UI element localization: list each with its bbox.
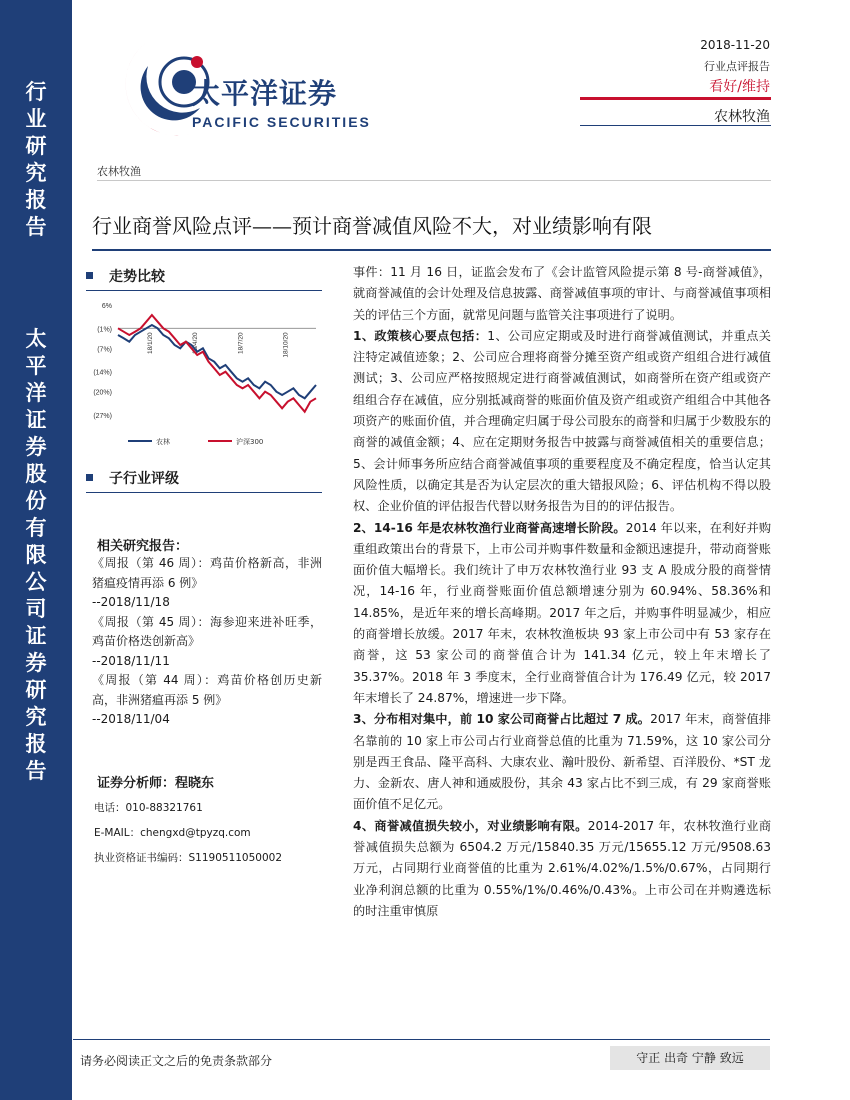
chart-series-line — [118, 315, 316, 412]
sidebar-company-glyph: 告 — [25, 758, 47, 783]
sidebar-company-glyph: 有 — [25, 515, 47, 540]
sidebar-company-glyph: 份 — [25, 488, 47, 513]
body-paragraph — [353, 326, 771, 518]
sidebar-category-glyph: 究 — [25, 160, 47, 185]
trend-chart — [86, 295, 322, 455]
report-date: 2018-11-20 — [700, 38, 770, 52]
related-report-item[interactable]: 《周报（第 44 周）：鸡苗价格创历史新高，非洲猪瘟再添 5 例》 — [92, 673, 322, 707]
chart-ytick-label: (1%) — [97, 326, 112, 334]
sidebar-company-glyph: 究 — [25, 704, 47, 729]
analyst-name: 证券分析师：程晓东 — [97, 776, 215, 791]
logo-name-cn: 太平洋证券 — [192, 77, 338, 110]
sidebar-category-glyph: 报 — [25, 187, 47, 212]
sidebar-company-glyph: 券 — [25, 434, 47, 459]
sidebar-company-glyph: 证 — [25, 623, 47, 648]
header-thin-rule — [580, 125, 771, 126]
breadcrumb-divider — [97, 180, 771, 181]
sidebar-company-glyph: 股 — [25, 461, 47, 486]
title-divider — [92, 249, 771, 251]
sidebar-company-glyph: 平 — [25, 353, 47, 378]
trend-chart-svg — [86, 295, 322, 455]
sidebar-category-glyph: 业 — [25, 106, 47, 131]
body-point-heading: 3、分布相对集中，前 10 家公司商誉占比超过 7 成。 — [353, 712, 651, 727]
section-subrating-rule — [86, 492, 322, 493]
bullet-square-icon — [86, 272, 93, 279]
analyst-phone: 电话：010-88321761 — [94, 802, 203, 814]
chart-xtick-label: 18/7/20 — [237, 332, 245, 355]
sidebar-company-glyph: 洋 — [25, 380, 47, 405]
section-trend-heading — [86, 266, 165, 286]
sidebar-company-glyph: 限 — [25, 542, 47, 567]
body-point-heading: 2、14-16 年是农林牧渔行业商誉高速增长阶段。 — [353, 520, 626, 535]
body-paragraph — [353, 709, 771, 815]
body-point-text: 2014-2017 年，农林牧渔行业商誉减值损失总额为 6504.2 万元/15840.35 万元/15655.12 万元/9508.63 万元，占同期行业商誉值的比重为 2.61%/4.02%/1.5%/0.67%，占同期行业净利润总额的比重为 0.55%/1%/0.46%/0.43%。上市公司在并购遴选标的时注重审慎原 — [353, 818, 772, 918]
related-report-date: --2018/11/11 — [92, 653, 170, 668]
sidebar-company-glyph: 报 — [25, 731, 47, 756]
chart-legend-label: 沪深300 — [236, 438, 264, 446]
section-trend-rule — [86, 290, 322, 291]
chart-legend-label: 农林 — [156, 438, 170, 446]
footer-divider — [73, 1039, 770, 1040]
chart-xtick-label: 18/1/20 — [146, 332, 154, 355]
related-report-date: --2018/11/18 — [92, 595, 170, 609]
chart-ytick-label: (7%) — [97, 346, 112, 354]
chart-ytick-label: 6% — [101, 303, 112, 310]
related-reports-title: 相关研究报告： — [97, 539, 189, 554]
related-reports-list — [92, 554, 322, 730]
sidebar-category-glyph: 研 — [25, 133, 47, 158]
body-paragraph — [353, 816, 771, 922]
company-logo — [92, 20, 382, 140]
sidebar-category-glyph: 告 — [25, 214, 47, 239]
report-body — [353, 262, 771, 922]
breadcrumb: 农林牧渔 — [97, 165, 141, 178]
sidebar-category-glyph: 行 — [25, 79, 47, 104]
section-trend-label: 走势比较 — [109, 269, 165, 285]
industry-name: 农林牧渔 — [714, 109, 770, 125]
header-red-rule — [580, 97, 771, 100]
related-report-item[interactable]: 《周报（第 46 周）：鸡苗价格新高，非洲猪瘟疫情再添 6 例》 — [92, 556, 322, 590]
analyst-license: 执业资格证书编码：S1190511050002 — [94, 852, 283, 864]
footer-motto: 守正 出奇 宁静 致远 — [610, 1046, 770, 1070]
sidebar-company-glyph: 证 — [25, 407, 47, 432]
body-point-text: 2017 年末，商誉值排名靠前的 10 家上市公司占行业商誉总值的比重为 71.59%，这 10 家公司分别是西王食品、隆平高科、大康农业、瀚叶股份、新希望、百洋股份、*ST 龙力、金新农、唐人神和通威股份，其余 43 家占比不到三成，有 29 家商誉账面价值不足亿元。 — [353, 712, 771, 812]
page-title: 行业商誉风险点评——预计商誉减值风险不大，对业绩影响有限 — [92, 214, 652, 238]
body-paragraph: 事件：11 月 16 日，证监会发布了《会计监管风险提示第 8 号-商誉减值》，就商誉减值的会计处理及信息披露、商誉减值事项的审计、与商誉减值事项相关的评估三个方面，就常见问题与监管关注事项进行了说明。 — [353, 265, 771, 322]
body-point-text: 2014 年以来，在利好并购重组政策出台的背景下，上市公司并购事件数量和金额迅速提升，带动商誉账面价值大幅增长。我们统计了申万农林牧渔行业 93 支 A 股成分股的商誉情况，14-16 年，行业商誉账面价值总额增速分别为 60.94%、58.36%和 14.85%，是近年来的增长高峰期。2017 年之后，并购事件明显减少，相应的商誉增长放缓。2017 年末，农林牧渔板块 93 家上市公司中有 53 家存在商誉，这 53 家公司的商誉值合计为 141.34 亿元，较上年末增长了 35.37%。2018 年 3 季度末，全行业商誉值合计为 176.49 亿元，较 2017 年末增长了 24.87%，增速进一步下降。 — [353, 520, 772, 705]
bullet-square-icon — [86, 474, 93, 481]
sidebar-company-label — [0, 325, 72, 784]
report-type: 行业点评报告 — [704, 60, 770, 73]
body-paragraph — [353, 518, 771, 710]
section-subrating-label: 子行业评级 — [109, 471, 179, 487]
sidebar-company-glyph: 太 — [25, 326, 47, 351]
chart-xtick-label: 18/4/20 — [192, 332, 200, 355]
analyst-email[interactable]: E-MAIL：chengxd@tpyzq.com — [94, 827, 251, 839]
chart-xtick-label: 18/10/20 — [282, 332, 290, 358]
footer-disclaimer[interactable]: 请务必阅读正文之后的免责条款部分 — [80, 1054, 273, 1068]
body-point-heading: 1、政策核心要点包括： — [353, 328, 488, 343]
related-report-date: --2018/11/04 — [92, 712, 170, 726]
section-subrating-heading — [86, 468, 179, 488]
industry-rating: 看好/维持 — [709, 79, 770, 95]
sidebar-company-glyph: 公 — [25, 569, 47, 594]
sidebar-company-glyph: 研 — [25, 677, 47, 702]
chart-ytick-label: (27%) — [93, 413, 112, 420]
related-report-item[interactable]: 《周报（第 45 周）：海参迎来进补旺季，鸡苗价格迭创新高》 — [92, 614, 322, 648]
logo-name-en: PACIFIC SECURITIES — [192, 114, 371, 130]
sidebar-company-glyph: 司 — [25, 596, 47, 621]
sidebar-report-category — [0, 78, 72, 240]
chart-ytick-label: (20%) — [93, 389, 112, 397]
sidebar-company-glyph: 券 — [25, 650, 47, 675]
chart-ytick-label: (14%) — [93, 369, 112, 377]
body-point-text: 1、公司应定期或及时进行商誉减值测试，并重点关注特定减值迹象；2、公司应合理将商誉分摊至资产组或资产组组合进行减值测试；3、公司应严格按照规定进行商誉减值测试，如商誉所在资产组或资产组组合存在减值，应分别抵减商誉的账面价值及资产组或资产组组合中其他各项资产的账面价值，并合理确定归属于母公司股东的商誉和归属于少数股东的商誉的减值金额；4、应在定期财务报告中披露与商誉减值相关的重要信息；5、会计师事务所应结合商誉减值事项的重要程度及不确定程度，恰当认定其风险性质，以确定其是否为认定层次的重大错报风险；6、评估机构不得以股权、企业价值的评估报告代替以财务报告为目的的评估报告。 — [353, 328, 771, 514]
body-point-heading: 4、商誉减值损失较小，对业绩影响有限。 — [353, 818, 588, 833]
